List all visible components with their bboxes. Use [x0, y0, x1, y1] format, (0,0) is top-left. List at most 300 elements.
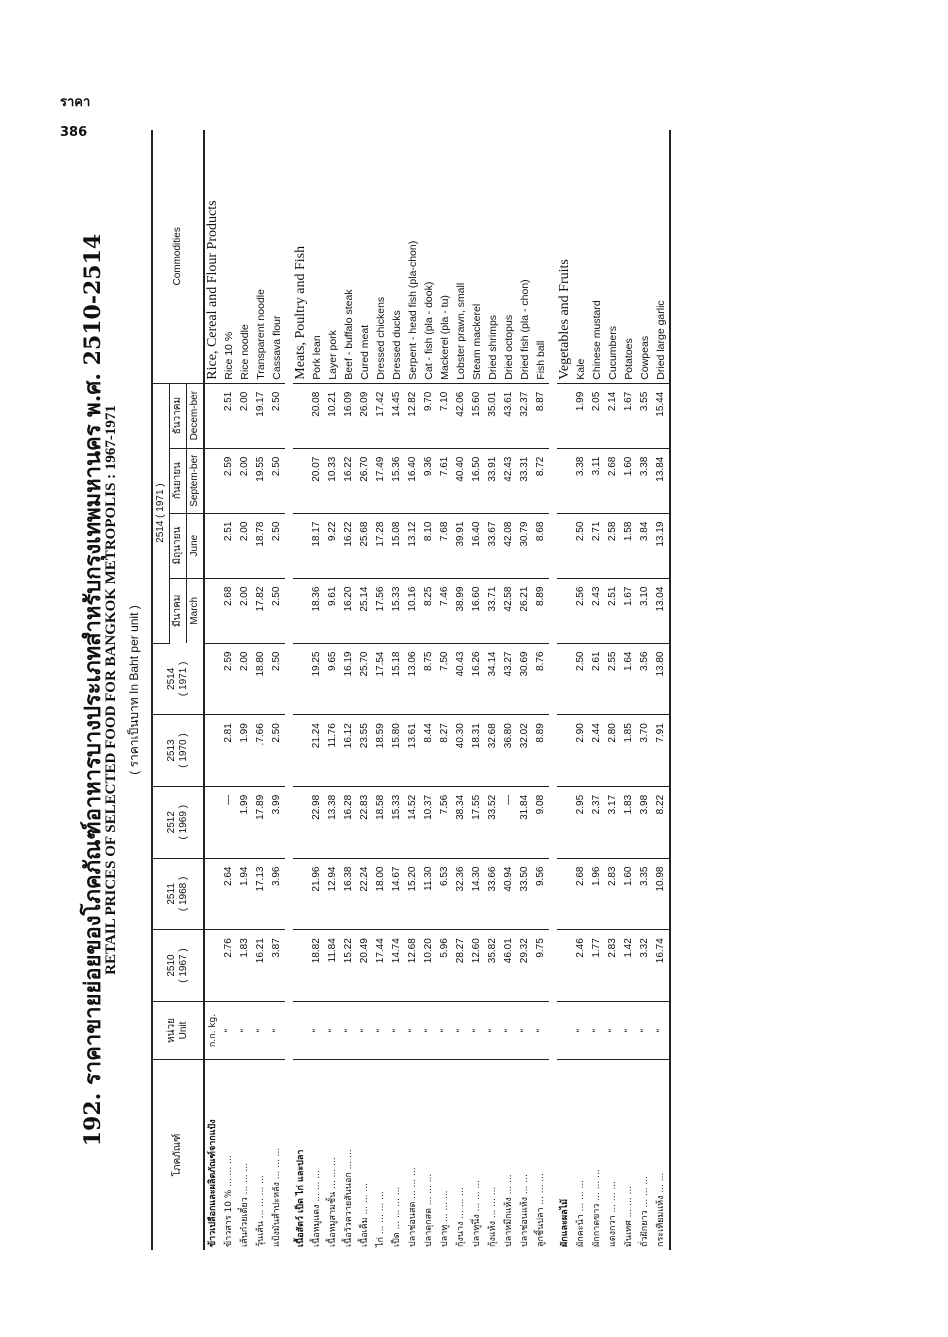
price-cell: 2.51	[221, 383, 237, 448]
price-cell	[557, 513, 573, 578]
unit-cell: "	[325, 1001, 341, 1059]
unit-cell: "	[373, 1001, 389, 1059]
price-cell: 1.77	[589, 930, 605, 1002]
spacer-cell	[549, 130, 557, 1250]
year-be: 2513	[166, 739, 177, 762]
month-thai-header: กันยายน	[170, 448, 187, 513]
price-cell: 3.84	[637, 513, 653, 578]
price-cell: 40.30	[453, 715, 469, 787]
price-cell: 17.42	[373, 383, 389, 448]
commodity-eng: Cucumbers	[605, 130, 621, 383]
price-cell: 42.06	[453, 383, 469, 448]
price-cell: 3.38	[637, 448, 653, 513]
unit-cell: "	[437, 1001, 453, 1059]
price-cell: 9.56	[533, 858, 549, 930]
price-cell: 42.08	[501, 513, 517, 578]
price-cell: 30.79	[517, 513, 533, 578]
price-cell: 15.36	[389, 448, 405, 513]
spacer-row	[285, 130, 293, 1250]
price-cell: —	[221, 786, 237, 858]
price-cell: 32.02	[517, 715, 533, 787]
unit-cell	[293, 1001, 309, 1059]
price-cell: 3.38	[573, 448, 589, 513]
price-cell: 21.96	[309, 858, 325, 930]
price-cell: 10.33	[325, 448, 341, 513]
price-cell: 7.50	[437, 643, 453, 715]
price-cell: 9.36	[421, 448, 437, 513]
commodity-thai: ปลาทูนึ่ง ... ... ...	[472, 1179, 482, 1247]
month-eng-header: Decem-ber	[187, 383, 205, 448]
price-cell: 12.94	[325, 858, 341, 930]
commodity-thai: ถั่วฝักยาว ... ... ...	[640, 1176, 650, 1247]
price-cell	[204, 715, 221, 787]
price-cell: 18.78	[253, 513, 269, 578]
price-cell: 23.55	[357, 715, 373, 787]
price-cell: 1.99	[573, 383, 589, 448]
price-cell: 15.44	[653, 383, 670, 448]
commodity-thai: เนื้อสัตว์ เป็ด ไก่ และปลา	[296, 1149, 306, 1247]
table-row	[437, 130, 453, 1250]
price-cell: 2.00	[237, 578, 253, 643]
price-cell: 2.44	[589, 715, 605, 787]
price-cell: 18.31	[469, 715, 485, 787]
commodity-eng: Potatoes	[621, 130, 637, 383]
price-cell: 7.68	[437, 513, 453, 578]
price-cell: 33.50	[517, 858, 533, 930]
price-cell: 8.89	[533, 578, 549, 643]
price-cell: 39.91	[453, 513, 469, 578]
commodity-eng: Rice 10 %	[221, 130, 237, 383]
year-header	[152, 858, 204, 930]
unit-cell: "	[357, 1001, 373, 1059]
table-row	[453, 130, 469, 1250]
price-cell: 10.21	[325, 383, 341, 448]
price-cell: 9.22	[325, 513, 341, 578]
price-cell: 2.90	[573, 715, 589, 787]
price-cell: 14.30	[469, 858, 485, 930]
price-cell: 3.11	[589, 448, 605, 513]
price-cell: 14.45	[389, 383, 405, 448]
price-cell: 33.31	[517, 448, 533, 513]
commodity-eng: Cat - fish (pla - dook)	[421, 130, 437, 383]
section-row	[293, 130, 309, 1250]
price-cell: 13.80	[653, 643, 670, 715]
price-cell: 13.84	[653, 448, 670, 513]
price-cell: 36.80	[501, 715, 517, 787]
price-cell: 22.98	[309, 786, 325, 858]
price-cell: 1.67	[621, 578, 637, 643]
year-ce: ( 1971 )	[178, 661, 189, 697]
price-cell: 17.28	[373, 513, 389, 578]
price-cell: 2.50	[573, 643, 589, 715]
price-cell: 2.76	[221, 930, 237, 1002]
unit-cell: "	[621, 1001, 637, 1059]
price-cell: 15.20	[405, 858, 421, 930]
price-cell: 2.56	[573, 578, 589, 643]
price-cell: 12.60	[469, 930, 485, 1002]
price-cell: 32.37	[517, 383, 533, 448]
price-cell: 17.82	[253, 578, 269, 643]
commodity-thai: ปลาดุกสด ... ... ...	[424, 1173, 434, 1247]
price-cell: 7.46	[437, 578, 453, 643]
commodity-eng: Rice, Cereal and Flour Products	[204, 130, 221, 383]
price-cell: 3.17	[605, 786, 621, 858]
unit-cell: "	[469, 1001, 485, 1059]
unit-cell: "	[389, 1001, 405, 1059]
price-cell: 2.43	[589, 578, 605, 643]
price-cell: 2.71	[589, 513, 605, 578]
price-cell: 22.83	[357, 786, 373, 858]
table-body	[204, 130, 670, 1250]
price-cell: 1.94	[237, 858, 253, 930]
unit-cell: "	[605, 1001, 621, 1059]
price-cell	[204, 858, 221, 930]
price-cell: 1.83	[237, 930, 253, 1002]
price-cell: 12.82	[405, 383, 421, 448]
price-cell: 13.19	[653, 513, 670, 578]
price-cell: 16.40	[405, 448, 421, 513]
price-cell: 2.50	[269, 715, 285, 787]
price-cell: 9.08	[533, 786, 549, 858]
price-cell: 16.28	[341, 786, 357, 858]
table-row	[253, 130, 269, 1250]
year-be: 2512	[166, 811, 177, 834]
unit-header-eng: Unit	[178, 1021, 189, 1040]
unit-cell: "	[653, 1001, 670, 1059]
section-row	[204, 130, 221, 1250]
price-cell: 2.46	[573, 930, 589, 1002]
price-cell: 42.58	[501, 578, 517, 643]
price-cell: 2.00	[237, 643, 253, 715]
commodity-eng: Dried shrimps	[485, 130, 501, 383]
unit-cell: "	[421, 1001, 437, 1059]
price-cell: 20.08	[309, 383, 325, 448]
price-cell: 34.14	[485, 643, 501, 715]
table-row	[621, 130, 637, 1250]
commodity-eng: Layer pork	[325, 130, 341, 383]
price-cell: 16.22	[341, 513, 357, 578]
year-ce: ( 1970 )	[178, 733, 189, 768]
commodity-eng: Meats, Poultry and Fish	[293, 130, 309, 383]
price-cell: 15.18	[389, 643, 405, 715]
price-cell: 18.80	[253, 643, 269, 715]
price-cell: 15.08	[389, 513, 405, 578]
month-eng-header: Septem-ber	[187, 448, 205, 513]
table-row	[389, 130, 405, 1250]
price-cell: 3.98	[637, 786, 653, 858]
table-row	[325, 130, 341, 1250]
price-cell: 16.60	[469, 578, 485, 643]
rotated-table-area	[75, 130, 875, 1250]
price-cell: 3.96	[269, 858, 285, 930]
price-cell	[293, 578, 309, 643]
table-row	[533, 130, 549, 1250]
price-cell: 2.55	[605, 643, 621, 715]
year-header	[152, 930, 204, 1002]
price-cell: 2.37	[589, 786, 605, 858]
price-cell	[204, 786, 221, 858]
price-cell: 3.55	[637, 383, 653, 448]
price-cell: 17.54	[373, 643, 389, 715]
price-cell: 20.07	[309, 448, 325, 513]
table-row	[373, 130, 389, 1250]
price-cell: 17.55	[469, 786, 485, 858]
price-cell: 10.16	[405, 578, 421, 643]
price-cell: 2.00	[237, 448, 253, 513]
price-cell: 2.68	[221, 578, 237, 643]
commodities-eng-header: Commodities	[152, 130, 204, 383]
price-cell: 2.61	[589, 643, 605, 715]
commodity-eng: Lobster prawn, small	[453, 130, 469, 383]
price-cell	[204, 448, 221, 513]
price-cell: 16.38	[341, 858, 357, 930]
price-cell: 26.09	[357, 383, 373, 448]
price-cell: 33.66	[485, 858, 501, 930]
commodity-thai: เนื้อหมูสามชั้น ... ... ...	[328, 1157, 338, 1247]
spacer-row	[549, 130, 557, 1250]
price-cell	[557, 383, 573, 448]
price-cell: 8.87	[533, 383, 549, 448]
commodity-eng: Serpent - head fish (pla-chon)	[405, 130, 421, 383]
commodity-thai: กระเทียมแห้ง ... ...	[656, 1172, 666, 1247]
commodity-thai: ผักคะน้า ... ... ...	[576, 1179, 586, 1247]
price-cell: 2.00	[237, 513, 253, 578]
commodity-thai: เนื้อเค็ม ... ... ...	[360, 1183, 370, 1247]
price-cell: 2.50	[269, 643, 285, 715]
price-cell: 43.61	[501, 383, 517, 448]
price-cell: 8.89	[533, 715, 549, 787]
table-row	[269, 130, 285, 1250]
year-ce: ( 1969 )	[178, 804, 189, 840]
price-cell	[293, 643, 309, 715]
price-cell: 21.24	[309, 715, 325, 787]
price-cell: 33.52	[485, 786, 501, 858]
commodity-thai: เส้นก๋วยเตี๋ยว ... ... ...	[240, 1162, 250, 1247]
commodity-eng: Dried fish (pla - chon)	[517, 130, 533, 383]
price-cell	[293, 513, 309, 578]
price-cell: 38.34	[453, 786, 469, 858]
commodity-thai: กุ้งนาง ... ... ...	[456, 1187, 466, 1247]
price-cell: 31.84	[517, 786, 533, 858]
price-cell: 1.58	[621, 513, 637, 578]
unit-note: ( ราคาเป็นบาท In Baht per unit )	[127, 605, 141, 775]
price-cell	[557, 715, 573, 787]
table-header	[152, 130, 204, 1250]
price-cell: 7.61	[437, 448, 453, 513]
price-cell: 10.98	[653, 858, 670, 930]
price-cell: 17.13	[253, 858, 269, 930]
month-eng-header: June	[187, 513, 205, 578]
price-cell: 30.69	[517, 643, 533, 715]
price-cell: 40.94	[501, 858, 517, 930]
price-cell: 42.43	[501, 448, 517, 513]
price-cell: 14.52	[405, 786, 421, 858]
group-2514-header: 2514 ( 1971 )	[152, 383, 170, 643]
price-cell	[204, 578, 221, 643]
price-cell	[557, 643, 573, 715]
price-cell: .7.66	[253, 715, 269, 787]
commodity-thai: แป้งมันสำปะหลัง ... ... ...	[272, 1147, 282, 1247]
unit-header	[152, 1001, 204, 1059]
table-row	[589, 130, 605, 1250]
commodity-eng: Chinese mustard	[589, 130, 605, 383]
price-cell: 32.36	[453, 858, 469, 930]
price-cell: 20.49	[357, 930, 373, 1002]
year-header	[152, 715, 204, 787]
price-cell: 3.32	[637, 930, 653, 1002]
table-row	[221, 130, 237, 1250]
price-cell: 19.55	[253, 448, 269, 513]
unit-cell: "	[309, 1001, 325, 1059]
section-row	[557, 130, 573, 1250]
price-cell: 16.40	[469, 513, 485, 578]
unit-cell: "	[237, 1001, 253, 1059]
price-cell	[557, 786, 573, 858]
price-cell: 1.85	[621, 715, 637, 787]
price-cell	[204, 930, 221, 1002]
table-row	[637, 130, 653, 1250]
table-row	[421, 130, 437, 1250]
price-cell: 2.50	[269, 513, 285, 578]
price-cell: 1.60	[621, 448, 637, 513]
price-cell: 2.81	[221, 715, 237, 787]
commodity-thai: ข้าวสาร 10 % ... ... ...	[224, 1155, 234, 1247]
price-cell: 19.25	[309, 643, 325, 715]
price-cell: 2.58	[605, 513, 621, 578]
price-cell: 19.17	[253, 383, 269, 448]
table-row	[237, 130, 253, 1250]
commodity-eng: Rice noodle	[237, 130, 253, 383]
month-thai-header: มีนาคม	[170, 578, 187, 643]
price-cell: 1.99	[237, 786, 253, 858]
price-cell: 26.21	[517, 578, 533, 643]
price-cell: 25.68	[357, 513, 373, 578]
price-cell	[293, 383, 309, 448]
commodity-eng: Cassava flour	[269, 130, 285, 383]
unit-cell	[557, 1001, 573, 1059]
price-cell: 18.00	[373, 858, 389, 930]
price-cell: 2.50	[269, 383, 285, 448]
price-cell: 3.70	[637, 715, 653, 787]
price-cell: 1.99	[237, 715, 253, 787]
price-cell: 38.99	[453, 578, 469, 643]
price-cell: 8.10	[421, 513, 437, 578]
price-cell: 2.64	[221, 858, 237, 930]
table-row	[405, 130, 421, 1250]
unit-cell: "	[221, 1001, 237, 1059]
commodity-thai: ลูกชิ้นปลา ... ... ...	[536, 1173, 546, 1247]
price-cell: 8.44	[421, 715, 437, 787]
price-cell: 1.96	[589, 858, 605, 930]
header-thai: ราคา	[60, 95, 91, 110]
price-cell: 9.65	[325, 643, 341, 715]
price-cell: 16.21	[253, 930, 269, 1002]
unit-cell: "	[453, 1001, 469, 1059]
table-row	[309, 130, 325, 1250]
price-cell: 16.19	[341, 643, 357, 715]
table-row	[469, 130, 485, 1250]
price-cell: 5.96	[437, 930, 453, 1002]
price-cell	[293, 858, 309, 930]
price-cell: 16.09	[341, 383, 357, 448]
table-row	[341, 130, 357, 1250]
price-cell: 8.76	[533, 643, 549, 715]
price-cell	[204, 513, 221, 578]
price-cell: 11.76	[325, 715, 341, 787]
commodity-eng: Kale	[573, 130, 589, 383]
price-cell: 13.12	[405, 513, 421, 578]
price-cell: 35.01	[485, 383, 501, 448]
price-cell	[557, 578, 573, 643]
price-cell: 15.60	[469, 383, 485, 448]
price-cell: —	[501, 786, 517, 858]
price-cell: 18.82	[309, 930, 325, 1002]
price-cell: 2.50	[269, 448, 285, 513]
price-cell: 2.14	[605, 383, 621, 448]
price-cell: 18.36	[309, 578, 325, 643]
year-header	[152, 643, 204, 715]
price-cell: 2.59	[221, 448, 237, 513]
unit-cell: "	[573, 1001, 589, 1059]
month-thai-header: มิถุนายน	[170, 513, 187, 578]
price-cell: 2.83	[605, 930, 621, 1002]
commodity-thai-header: โภคภัณฑ์	[152, 1060, 204, 1250]
price-cell	[557, 858, 573, 930]
commodity-thai: เนื้อวัวควายสันนอก ... ...	[344, 1149, 354, 1247]
unit-cell: "	[253, 1001, 269, 1059]
price-cell: 12.68	[405, 930, 421, 1002]
price-cell: 10.20	[421, 930, 437, 1002]
price-cell: 1.42	[621, 930, 637, 1002]
unit-cell: "	[533, 1001, 549, 1059]
price-cell: 8.68	[533, 513, 549, 578]
price-cell: 2.59	[221, 643, 237, 715]
price-cell	[293, 786, 309, 858]
unit-cell: ก.ก. kg.	[204, 1001, 221, 1059]
price-cell: 28.27	[453, 930, 469, 1002]
price-cell: 13.38	[325, 786, 341, 858]
price-cell: 46.01	[501, 930, 517, 1002]
commodity-eng: Dressed ducks	[389, 130, 405, 383]
price-cell: 33.67	[485, 513, 501, 578]
year-ce: ( 1967 )	[178, 948, 189, 983]
table-row	[605, 130, 621, 1250]
price-cell: 40.43	[453, 643, 469, 715]
commodity-eng: Pork lean	[309, 130, 325, 383]
price-cell: 9.70	[421, 383, 437, 448]
year-be: 2514	[166, 667, 177, 690]
year-ce: ( 1968 )	[178, 876, 189, 912]
price-cell: 1.83	[621, 786, 637, 858]
price-cell: 2.80	[605, 715, 621, 787]
price-cell: 7.10	[437, 383, 453, 448]
price-cell: 17.44	[373, 930, 389, 1002]
price-cell: 2.51	[221, 513, 237, 578]
price-cell: 13.04	[653, 578, 670, 643]
price-cell: 18.17	[309, 513, 325, 578]
commodity-eng: Steam mackerel	[469, 130, 485, 383]
commodity-thai: ผักกาดขาว ... ... ...	[592, 1169, 602, 1247]
unit-cell: "	[517, 1001, 533, 1059]
price-cell: 9.61	[325, 578, 341, 643]
commodity-thai: เนื้อหมูแดง ... ... ...	[312, 1170, 322, 1247]
price-cell: 16.22	[341, 448, 357, 513]
price-cell: 33.91	[485, 448, 501, 513]
commodity-thai: วุ้นเส้น ... ... ... ...	[256, 1175, 266, 1247]
commodity-thai: กุ้งแห้ง ... ... ...	[488, 1186, 498, 1247]
price-cell: 29.32	[517, 930, 533, 1002]
commodity-thai: ปลาช่อนสด ... ... ...	[408, 1167, 418, 1247]
